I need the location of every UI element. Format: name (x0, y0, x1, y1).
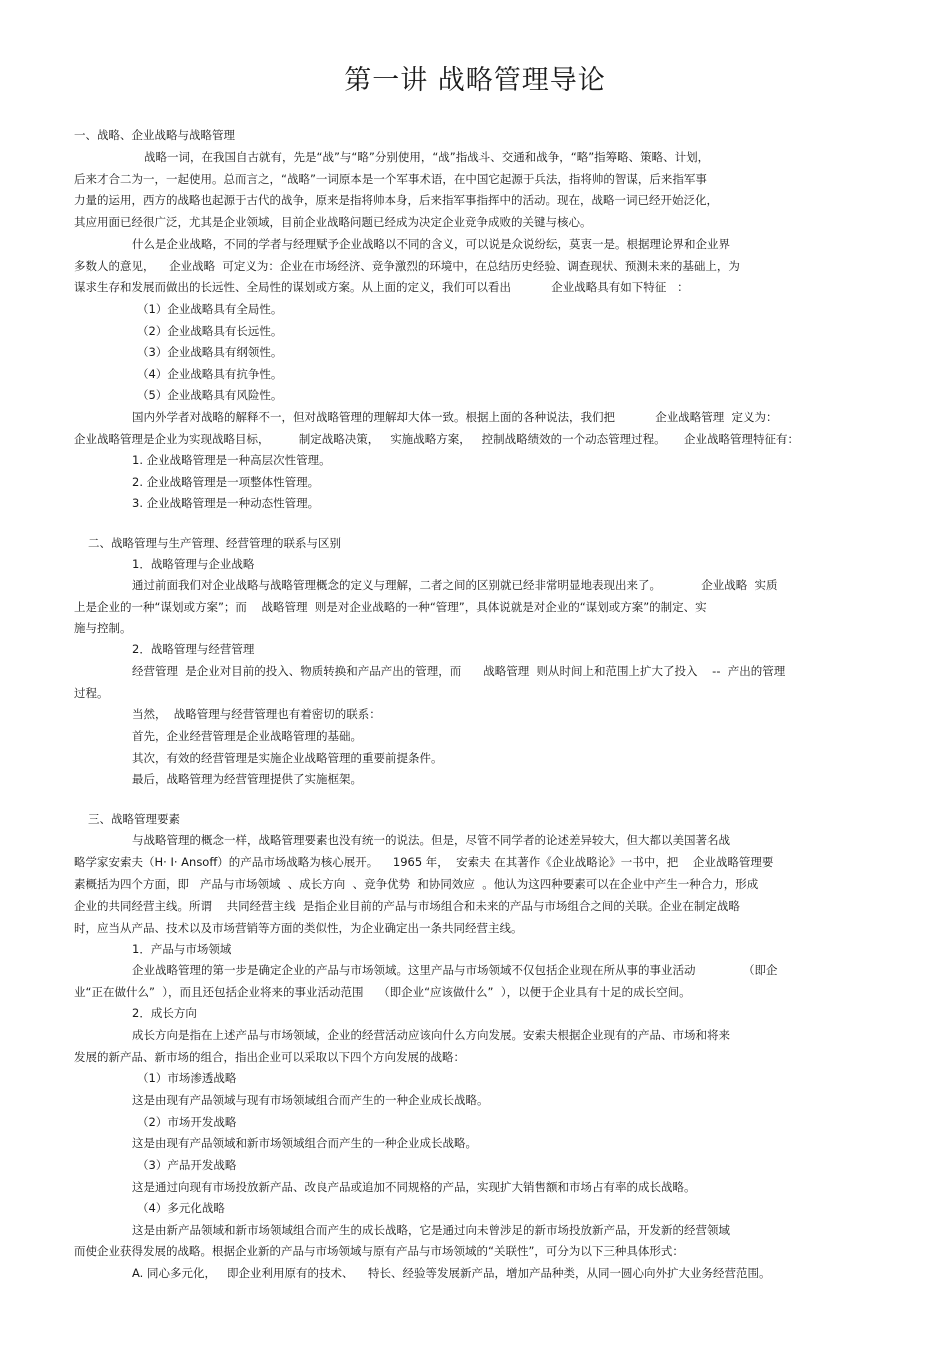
text-line: 企业战略管理是企业为实现战略目标， 制定战略决策， 实施战略方案， 控制战略绩效的一个动态管理过程。 企业战略管理特征有： (74, 432, 799, 446)
text-line: 时，应当从产品、技术以及市场营销等方面的类似性，为企业确定出一条共同经营主线。 (74, 921, 523, 935)
text-line: 成长方向是指在上述产品与市场领域，企业的经营活动应该向什么方向发展。安索夫根据企业现有的产品、市场和将来 (132, 1028, 730, 1042)
text-line: 上是企业的一种“谋划或方案”；而 战略管理 则是对企业战略的一种“管理”，具体说就是对企业的“谋划或方案”的制定、实 (74, 600, 707, 614)
text-line: 一、战略、企业战略与战略管理 (74, 128, 235, 142)
text-line: 三、战略管理要素 (88, 812, 180, 826)
text-line: 二、战略管理与生产管理、经营管理的联系与区别 (88, 536, 341, 550)
text-line: （2）市场开发战略 (137, 1115, 237, 1129)
text-line: 力量的运用，西方的战略也起源于古代的战争，原来是指将帅本身，后来指军事指挥中的活动。现在，战略一词已经开始泛化， (74, 193, 718, 207)
text-line: 谋求生存和发展而做出的长远性、全局性的谋划或方案。从上面的定义，我们可以看出 企业战略具有如下特征 ： (74, 280, 689, 294)
text-line: 2. 企业战略管理是一项整体性管理。 (132, 475, 320, 489)
text-line: （3）产品开发战略 (137, 1158, 237, 1172)
text-line: 当然， 战略管理与经营管理也有着密切的联系： (132, 707, 381, 721)
text-line: 企业的共同经营主线。所谓 共同经营主线 是指企业目前的产品与市场组合和未来的产品与市场组合之间的关联。企业在制定战略 (74, 899, 740, 913)
text-line: 经营管理 是企业对目前的投入、物质转换和产品产出的管理，而 战略管理 则从时间上和范围上扩大了投入 -- 产出的管理 (132, 664, 786, 678)
text-line: 这是由新产品领域和新市场领域组合而产生的成长战略，它是通过向未曾涉足的新市场投放新产品，开发新的经营领域 (132, 1223, 730, 1237)
text-line: 这是由现有产品领域和新市场领域组合而产生的一种企业成长战略。 (132, 1136, 477, 1150)
text-line: 国内外学者对战略的解释不一，但对战略管理的理解却大体一致。根据上面的各种说法，我们把 企业战略管理 定义为： (132, 410, 778, 424)
text-line: 1. 企业战略管理是一种高层次性管理。 (132, 453, 331, 467)
text-line: 战略一词，在我国自古就有，先是“战”与“略”分别使用，“战”指战斗、交通和战争，“略”指筹略、策略、计划， (144, 150, 710, 164)
text-line: 其次，有效的经营管理是实施企业战略管理的重要前提条件。 (132, 751, 443, 765)
text-line: 2．战略管理与经营管理 (132, 642, 255, 656)
text-line: （2）企业战略具有长远性。 (137, 324, 283, 338)
text-line: （5）企业战略具有风险性。 (137, 388, 283, 402)
text-line: （3）企业战略具有纲领性。 (137, 345, 283, 359)
text-line: 发展的新产品、新市场的组合，指出企业可以采取以下四个方向发展的战略： (74, 1050, 465, 1064)
text-line: 略学家安索夫（H· I· Ansoff）的产品市场战略为核心展开。 1965 年， 安索夫 在其著作《企业战略论》一书中，把 企业战略管理要 (74, 855, 774, 869)
text-line: （1）企业战略具有全局性。 (137, 302, 283, 316)
text-line: A. 同心多元化， 即企业利用原有的技术、 特长、经验等发展新产品，增加产品种类，从同一圆心向外扩大业务经营范围。 (132, 1266, 771, 1280)
text-line: 2．成长方向 (132, 1006, 197, 1020)
text-line: 而使企业获得发展的战略。根据企业新的产品与市场领域与原有产品与市场领域的“关联性”，可分为以下三种具体形式： (74, 1244, 684, 1258)
text-line: （4）企业战略具有抗争性。 (137, 367, 283, 381)
text-line: 最后，战略管理为经营管理提供了实施框架。 (132, 772, 362, 786)
text-line: 企业战略管理的第一步是确定企业的产品与市场领域。这里产品与市场领域不仅包括企业现在所从事的事业活动 （即企 (132, 963, 778, 977)
text-line: 多数人的意见， 企业战略 可定义为：企业在市场经济、竞争激烈的环境中，在总结历史经验、调查现状、预测未来的基础上，为 (74, 259, 740, 273)
text-line: 业“正在做什么” ），而且还包括企业将来的事业活动范围 （即企业“应该做什么” ），以便于企业具有十足的成长空间。 (74, 985, 691, 999)
text-line: （4）多元化战略 (137, 1201, 225, 1215)
page-title: 第一讲 战略管理导论 (344, 65, 606, 96)
text-line: 这是由现有产品领域与现有市场领域组合而产生的一种企业成长战略。 (132, 1093, 489, 1107)
text-line: 过程。 (74, 686, 109, 700)
text-line: 3. 企业战略管理是一种动态性管理。 (132, 496, 320, 510)
text-line: 通过前面我们对企业战略与战略管理概念的定义与理解，二者之间的区别就已经非常明显地表现出来了。 企业战略 实质 (132, 578, 778, 592)
text-line: 其应用面已经很广泛，尤其是企业领域，目前企业战略问题已经成为决定企业竞争成败的关键与核心。 (74, 215, 592, 229)
text-line: 素概括为四个方面，即 产品与市场领域 、成长方向 、竞争优势 和协同效应 。他认为这四种要素可以在企业中产生一种合力，形成 (74, 877, 759, 891)
text-line: （1）市场渗透战略 (137, 1071, 237, 1085)
text-line: 1．产品与市场领域 (132, 942, 232, 956)
text-line: 首先，企业经营管理是企业战略管理的基础。 (132, 729, 362, 743)
text-line: 后来才合二为一，一起使用。总而言之，“战略”一词原本是一个军事术语，在中国它起源于兵法，指将帅的智谋，后来指军事 (74, 172, 707, 186)
text-line: 什么是企业战略，不同的学者与经理赋予企业战略以不同的含义，可以说是众说纷纭，莫衷一是。根据理论界和企业界 (132, 237, 730, 251)
text-line: 这是通过向现有市场投放新产品、改良产品或追加不同规格的产品，实现扩大销售额和市场占有率的成长战略。 (132, 1180, 696, 1194)
text-line: 1．战略管理与企业战略 (132, 557, 255, 571)
text-line: 与战略管理的概念一样，战略管理要素也没有统一的说法。但是，尽管不同学者的论述差异较大，但大都以美国著名战 (132, 833, 730, 847)
text-line: 施与控制。 (74, 621, 132, 635)
